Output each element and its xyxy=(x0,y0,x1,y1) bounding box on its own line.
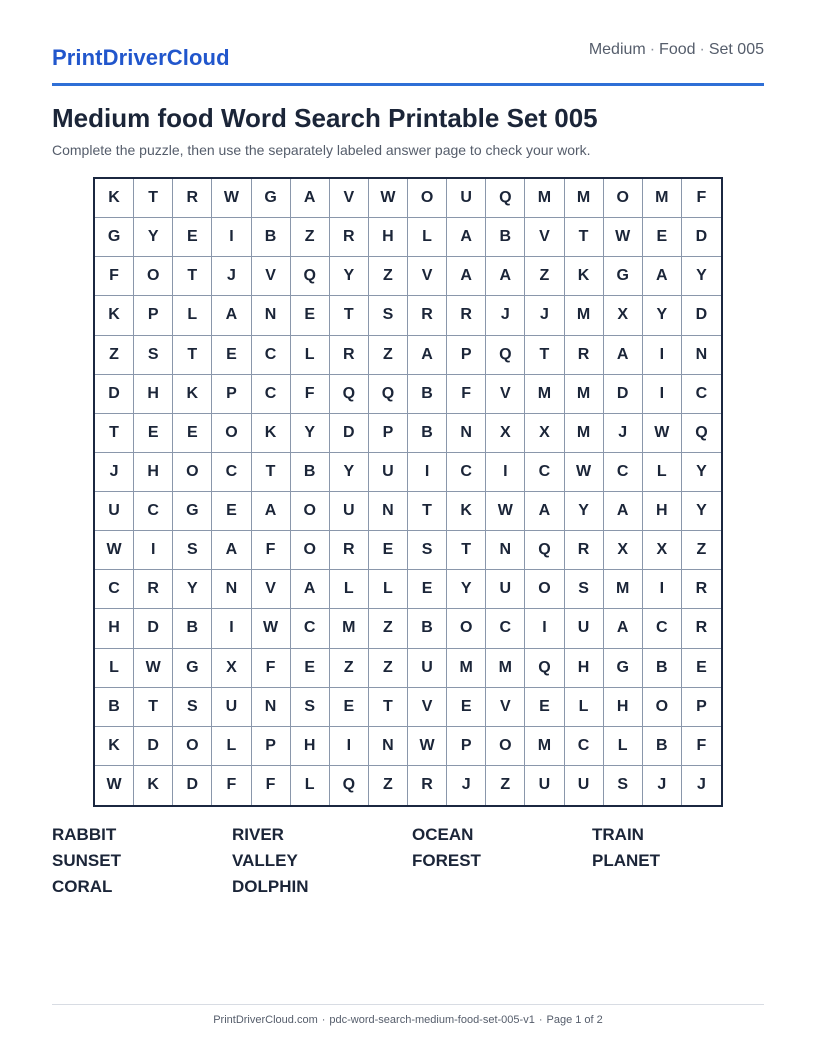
grid-cell: R xyxy=(330,336,369,375)
grid-cell: S xyxy=(565,570,604,609)
grid-cell: I xyxy=(134,531,173,570)
grid-cell: G xyxy=(95,218,134,257)
grid-cell: L xyxy=(565,688,604,727)
grid-cell: V xyxy=(486,688,525,727)
grid-cell: T xyxy=(252,453,291,492)
grid-cell: U xyxy=(330,492,369,531)
grid-cell: C xyxy=(95,570,134,609)
grid-cell: K xyxy=(252,414,291,453)
word-list xyxy=(52,825,772,896)
grid-cell: H xyxy=(291,727,330,766)
breadcrumb-set: Set 005 xyxy=(708,41,764,58)
grid-cell: A xyxy=(212,296,251,335)
grid-cell: K xyxy=(95,296,134,335)
grid-cell: U xyxy=(565,609,604,648)
grid-cell: M xyxy=(486,649,525,688)
breadcrumb-category: Food xyxy=(659,41,696,58)
word-list-item: DOLPHIN xyxy=(232,877,309,896)
grid-cell: F xyxy=(291,375,330,414)
grid-cell: T xyxy=(525,336,564,375)
grid-cell: J xyxy=(696,776,706,794)
grid-cell: Q xyxy=(291,257,330,296)
grid-cell: D xyxy=(173,766,212,805)
grid-cell: N xyxy=(682,336,721,375)
grid-cell: C xyxy=(604,453,643,492)
grid-cell: I xyxy=(212,218,251,257)
grid-cell: F xyxy=(252,649,291,688)
grid-cell: N xyxy=(369,727,408,766)
grid-cell: Q xyxy=(525,649,564,688)
grid-cell: E xyxy=(447,688,486,727)
breadcrumb-separator: · xyxy=(649,41,656,58)
grid-cell: O xyxy=(291,531,330,570)
grid-cell: R xyxy=(408,296,447,335)
grid-cell: A xyxy=(486,257,525,296)
grid-cell: N xyxy=(212,570,251,609)
grid-cell: Q xyxy=(486,336,525,375)
grid-cell: C xyxy=(212,453,251,492)
grid-cell: E xyxy=(408,570,447,609)
grid-cell: X xyxy=(604,531,643,570)
grid-cell: Y xyxy=(134,218,173,257)
grid-cell: Q xyxy=(682,414,721,453)
grid-cell: V xyxy=(330,179,369,218)
grid-cell: T xyxy=(565,218,604,257)
grid-cell: I xyxy=(643,375,682,414)
grid-cell: E xyxy=(173,218,212,257)
grid-cell: F xyxy=(212,766,251,805)
grid-cell: R xyxy=(330,218,369,257)
grid-cell: P xyxy=(447,336,486,375)
grid-cell: C xyxy=(447,453,486,492)
grid-cell: A xyxy=(252,492,291,531)
grid-cell: O xyxy=(173,727,212,766)
brand-logo: PrintDriverCloud xyxy=(52,45,230,70)
grid-cell: L xyxy=(95,649,134,688)
grid-cell: Y xyxy=(173,570,212,609)
grid-cell: K xyxy=(95,727,134,766)
grid-cell: C xyxy=(252,375,291,414)
grid-cell: J xyxy=(525,296,564,335)
grid-cell: F xyxy=(252,531,291,570)
grid-cell: S xyxy=(291,688,330,727)
grid-cell: K xyxy=(134,766,173,805)
grid-cell: H xyxy=(369,218,408,257)
word-list-item: FOREST xyxy=(412,851,481,870)
grid-cell: O xyxy=(486,727,525,766)
grid-cell: T xyxy=(134,688,173,727)
grid-cell: E xyxy=(291,296,330,335)
grid-cell: E xyxy=(682,649,721,688)
grid-cell: Q xyxy=(486,179,525,218)
grid-cell: R xyxy=(173,179,212,218)
grid-cell: T xyxy=(134,179,173,218)
grid-cell: U xyxy=(408,649,447,688)
grid-cell: Z xyxy=(369,257,408,296)
grid-cell: B xyxy=(408,414,447,453)
grid-cell: T xyxy=(408,492,447,531)
grid-cell: S xyxy=(604,766,643,805)
grid-cell: I xyxy=(408,453,447,492)
grid-cell: T xyxy=(447,531,486,570)
grid-cell: I xyxy=(486,453,525,492)
grid-cell: N xyxy=(252,296,291,335)
word-list-item: RIVER xyxy=(232,825,284,844)
word-list-item: CORAL xyxy=(52,877,113,896)
grid-cell: Z xyxy=(525,257,564,296)
grid-cell: O xyxy=(173,453,212,492)
grid-cell: R xyxy=(134,570,173,609)
grid-cell: A xyxy=(643,257,682,296)
grid-cell: Z xyxy=(369,766,408,805)
footer-separator: · xyxy=(321,1014,326,1026)
footer-divider xyxy=(52,1004,764,1005)
grid-cell: O xyxy=(291,492,330,531)
grid-cell: G xyxy=(252,179,291,218)
grid-cell: Y xyxy=(330,257,369,296)
grid-cell: Z xyxy=(369,336,408,375)
grid-cell: R xyxy=(682,570,721,609)
grid-cell: Z xyxy=(291,218,330,257)
grid-cell: C xyxy=(525,453,564,492)
grid-cell: S xyxy=(134,336,173,375)
footer-page-number: Page 1 of 2 xyxy=(546,1014,603,1026)
grid-cell: D xyxy=(682,296,721,335)
grid-cell: Z xyxy=(682,531,721,570)
grid-cell: L xyxy=(212,727,251,766)
grid-cell: E xyxy=(134,414,173,453)
grid-cell: J xyxy=(643,766,682,805)
grid-cell: T xyxy=(369,688,408,727)
grid-cell: U xyxy=(95,492,134,531)
grid-cell: B xyxy=(95,688,134,727)
grid-cell: P xyxy=(252,727,291,766)
grid-cell: I xyxy=(212,609,251,648)
grid-cell: G xyxy=(604,649,643,688)
grid-cell: U xyxy=(369,453,408,492)
grid-cell: W xyxy=(408,727,447,766)
grid-cell: C xyxy=(565,727,604,766)
grid-cell: S xyxy=(173,531,212,570)
grid-cell: K xyxy=(447,492,486,531)
grid-cell: D xyxy=(604,375,643,414)
grid-cell: H xyxy=(134,375,173,414)
grid-cell: B xyxy=(408,375,447,414)
grid-cell: O xyxy=(408,179,447,218)
grid-cell: V xyxy=(486,375,525,414)
grid-cell: D xyxy=(682,218,721,257)
grid-cell: W xyxy=(95,766,134,805)
grid-cell: F xyxy=(682,179,721,218)
grid-cell: Z xyxy=(330,649,369,688)
grid-cell: G xyxy=(173,649,212,688)
grid-cell: W xyxy=(604,218,643,257)
grid-cell: B xyxy=(643,727,682,766)
grid-cell: Z xyxy=(95,336,134,375)
grid-cell: B xyxy=(486,218,525,257)
grid-cell: P xyxy=(369,414,408,453)
grid-cell: M xyxy=(447,649,486,688)
breadcrumb xyxy=(589,41,764,59)
grid-cell: J xyxy=(604,414,643,453)
grid-cell: H xyxy=(95,609,134,648)
grid-cell: E xyxy=(212,336,251,375)
grid-cell: A xyxy=(447,257,486,296)
grid-cell: H xyxy=(643,492,682,531)
word-list-item: VALLEY xyxy=(232,851,298,870)
grid-cell: V xyxy=(525,218,564,257)
grid-cell: W xyxy=(565,453,604,492)
grid-cell: Q xyxy=(330,766,369,805)
word-list-item: RABBIT xyxy=(52,825,117,844)
breadcrumb-separator: · xyxy=(699,41,705,58)
grid-cell: M xyxy=(525,375,564,414)
grid-cell: Y xyxy=(330,453,369,492)
grid-cell: W xyxy=(95,531,134,570)
grid-cell: A xyxy=(525,492,564,531)
grid-cell: C xyxy=(291,609,330,648)
grid-cell: O xyxy=(643,688,682,727)
grid-cell: T xyxy=(95,414,134,453)
grid-cell: F xyxy=(95,257,134,296)
grid-cell: R xyxy=(565,531,604,570)
grid-cell: N xyxy=(486,531,525,570)
grid-cell: R xyxy=(565,336,604,375)
grid-cell: P xyxy=(212,375,251,414)
grid-cell: U xyxy=(565,766,604,805)
grid-cell: V xyxy=(408,688,447,727)
grid-cell: Y xyxy=(643,296,682,335)
grid-cell: W xyxy=(643,414,682,453)
grid-cell: Y xyxy=(565,492,604,531)
grid-cell: A xyxy=(604,609,643,648)
grid-cell: V xyxy=(408,257,447,296)
grid-cell: E xyxy=(212,492,251,531)
grid-cell: Z xyxy=(369,649,408,688)
grid-cell: L xyxy=(369,570,408,609)
page-subtitle: Complete the puzzle, then use the separately labeled answer page to check your work. xyxy=(52,142,591,158)
grid-cell: I xyxy=(330,727,369,766)
grid-cell: Q xyxy=(525,531,564,570)
grid-cell: X xyxy=(604,296,643,335)
grid-cell: D xyxy=(330,414,369,453)
grid-cell: Z xyxy=(369,609,408,648)
grid-cell: A xyxy=(447,218,486,257)
grid-cell: I xyxy=(643,336,682,375)
grid-cell: D xyxy=(95,375,134,414)
grid-cell: W xyxy=(212,179,251,218)
grid-cell: Y xyxy=(682,453,721,492)
grid-cell: C xyxy=(486,609,525,648)
grid-cell: W xyxy=(369,179,408,218)
grid-cell: V xyxy=(252,257,291,296)
grid-cell: A xyxy=(291,179,330,218)
grid-cell: L xyxy=(408,218,447,257)
grid-cell: Y xyxy=(447,570,486,609)
grid-cell: O xyxy=(212,414,251,453)
grid-cell: Q xyxy=(369,375,408,414)
grid-cell: W xyxy=(486,492,525,531)
grid-cell: R xyxy=(408,766,447,805)
grid-cell: F xyxy=(252,766,291,805)
grid-cell: R xyxy=(330,531,369,570)
grid-cell: X xyxy=(525,414,564,453)
grid-cell: K xyxy=(173,375,212,414)
grid-cell: G xyxy=(604,257,643,296)
grid-cell: E xyxy=(369,531,408,570)
grid-cell: E xyxy=(525,688,564,727)
grid-cell: T xyxy=(173,257,212,296)
grid-cell: B xyxy=(408,609,447,648)
grid-cell: X xyxy=(486,414,525,453)
grid-cell: C xyxy=(643,609,682,648)
grid-cell: V xyxy=(252,570,291,609)
grid-cell: J xyxy=(486,296,525,335)
grid-cell: F xyxy=(447,375,486,414)
grid-cell: W xyxy=(252,609,291,648)
grid-cell: B xyxy=(173,609,212,648)
grid-cell: D xyxy=(134,727,173,766)
grid-cell: M xyxy=(525,179,564,218)
grid-cell: B xyxy=(252,218,291,257)
grid-cell: R xyxy=(682,609,721,648)
word-list-item: PLANET xyxy=(592,851,660,870)
word-list-item: OCEAN xyxy=(412,825,474,844)
grid-cell: B xyxy=(291,453,330,492)
grid-cell: N xyxy=(447,414,486,453)
word-search-grid xyxy=(93,177,723,807)
grid-cell: M xyxy=(604,570,643,609)
breadcrumb-level: Medium xyxy=(588,41,646,58)
grid-cell: X xyxy=(643,531,682,570)
footer-site: PrintDriverCloud.com xyxy=(213,1014,318,1026)
grid-cell: L xyxy=(291,336,330,375)
grid-cell: E xyxy=(643,218,682,257)
grid-cell: U xyxy=(486,570,525,609)
grid-cell: F xyxy=(682,727,721,766)
grid-cell: P xyxy=(682,688,721,727)
grid-cell: N xyxy=(369,492,408,531)
grid-cell: G xyxy=(173,492,212,531)
grid-cell: E xyxy=(330,688,369,727)
grid-cell: Z xyxy=(486,766,525,805)
word-list-item: TRAIN xyxy=(592,825,644,844)
grid-cell: E xyxy=(291,649,330,688)
grid-cell: C xyxy=(252,336,291,375)
grid-cell: A xyxy=(604,492,643,531)
grid-cell: W xyxy=(134,649,173,688)
grid-cell: H xyxy=(134,453,173,492)
grid-cell: P xyxy=(134,296,173,335)
grid-cell: E xyxy=(173,414,212,453)
page-footer xyxy=(0,1014,816,1026)
grid-cell: T xyxy=(330,296,369,335)
grid-cell: U xyxy=(212,688,251,727)
grid-cell: M xyxy=(525,727,564,766)
grid-cell: K xyxy=(95,179,134,218)
grid-cell: L xyxy=(291,766,330,805)
grid-cell: B xyxy=(643,649,682,688)
grid-cell: T xyxy=(173,336,212,375)
footer-separator: · xyxy=(538,1014,543,1026)
grid-cell: L xyxy=(604,727,643,766)
grid-cell: O xyxy=(447,609,486,648)
grid-cell: R xyxy=(447,296,486,335)
grid-cell: O xyxy=(134,257,173,296)
grid-cell: U xyxy=(525,766,564,805)
grid-cell: L xyxy=(330,570,369,609)
grid-cell: M xyxy=(643,179,682,218)
grid-cell: A xyxy=(212,531,251,570)
grid-cell: X xyxy=(212,649,251,688)
grid-cell: Y xyxy=(682,492,721,531)
grid-cell: Y xyxy=(291,414,330,453)
grid-cell: L xyxy=(643,453,682,492)
grid-cell: D xyxy=(134,609,173,648)
grid-cell: A xyxy=(408,336,447,375)
grid-cell: N xyxy=(252,688,291,727)
grid-cell: I xyxy=(643,570,682,609)
grid-cell: U xyxy=(447,179,486,218)
grid-cell: I xyxy=(525,609,564,648)
grid-cell: Q xyxy=(330,375,369,414)
grid-cell: K xyxy=(565,257,604,296)
grid-cell: S xyxy=(408,531,447,570)
grid-cell: H xyxy=(604,688,643,727)
grid-cell: M xyxy=(565,375,604,414)
grid-cell: P xyxy=(447,727,486,766)
grid-cell: M xyxy=(565,179,604,218)
grid-cell: M xyxy=(330,609,369,648)
grid-cell: M xyxy=(565,414,604,453)
grid-cell: A xyxy=(604,336,643,375)
grid-cell: L xyxy=(173,296,212,335)
grid-cell: C xyxy=(134,492,173,531)
grid-cell: O xyxy=(525,570,564,609)
grid-cell: J xyxy=(212,257,251,296)
grid-cell: S xyxy=(173,688,212,727)
footer-doc-id: pdc-word-search-medium-food-set-005-v1 xyxy=(329,1014,535,1026)
grid-cell: J xyxy=(95,453,134,492)
word-list-item: SUNSET xyxy=(52,851,121,870)
page-title: Medium food Word Search Printable Set 005 xyxy=(52,103,598,133)
grid-cell: C xyxy=(682,375,721,414)
page-header xyxy=(52,38,764,86)
grid-cell: Y xyxy=(682,257,721,296)
grid-cell: M xyxy=(565,296,604,335)
grid-cell: S xyxy=(369,296,408,335)
grid-cell: H xyxy=(565,649,604,688)
grid-cell: A xyxy=(291,570,330,609)
grid-cell: J xyxy=(447,766,486,805)
grid-cell: O xyxy=(604,179,643,218)
